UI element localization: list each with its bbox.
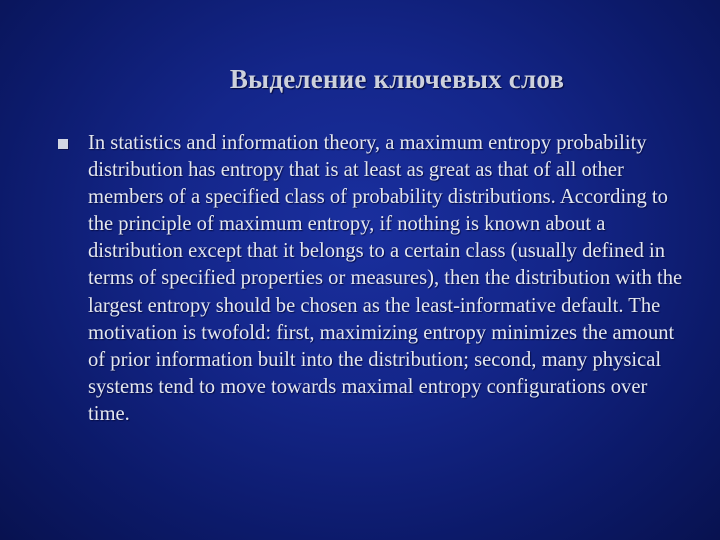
slide-title: Выделение ключевых слов xyxy=(229,64,565,94)
bullet-text: In statistics and information theory, a maximum entropy probability distribution has entropy that is at least as great as that of all other members of a specified class of probability distributions. According to the principle of maximum entropy, if nothing is known about a distribution except that it belongs to a certain class (usually defined in terms of specified properties or measures), then the distribution with the largest entropy should be chosen as the least-informative default. The motivation is twofold: first, maximizing entropy minimizes the amount of prior information built into the distribution; second, many physical systems tend to move towards maximal entropy configurations over time. xyxy=(88,132,683,425)
square-bullet-icon xyxy=(58,139,68,149)
bullet-item xyxy=(58,130,690,428)
